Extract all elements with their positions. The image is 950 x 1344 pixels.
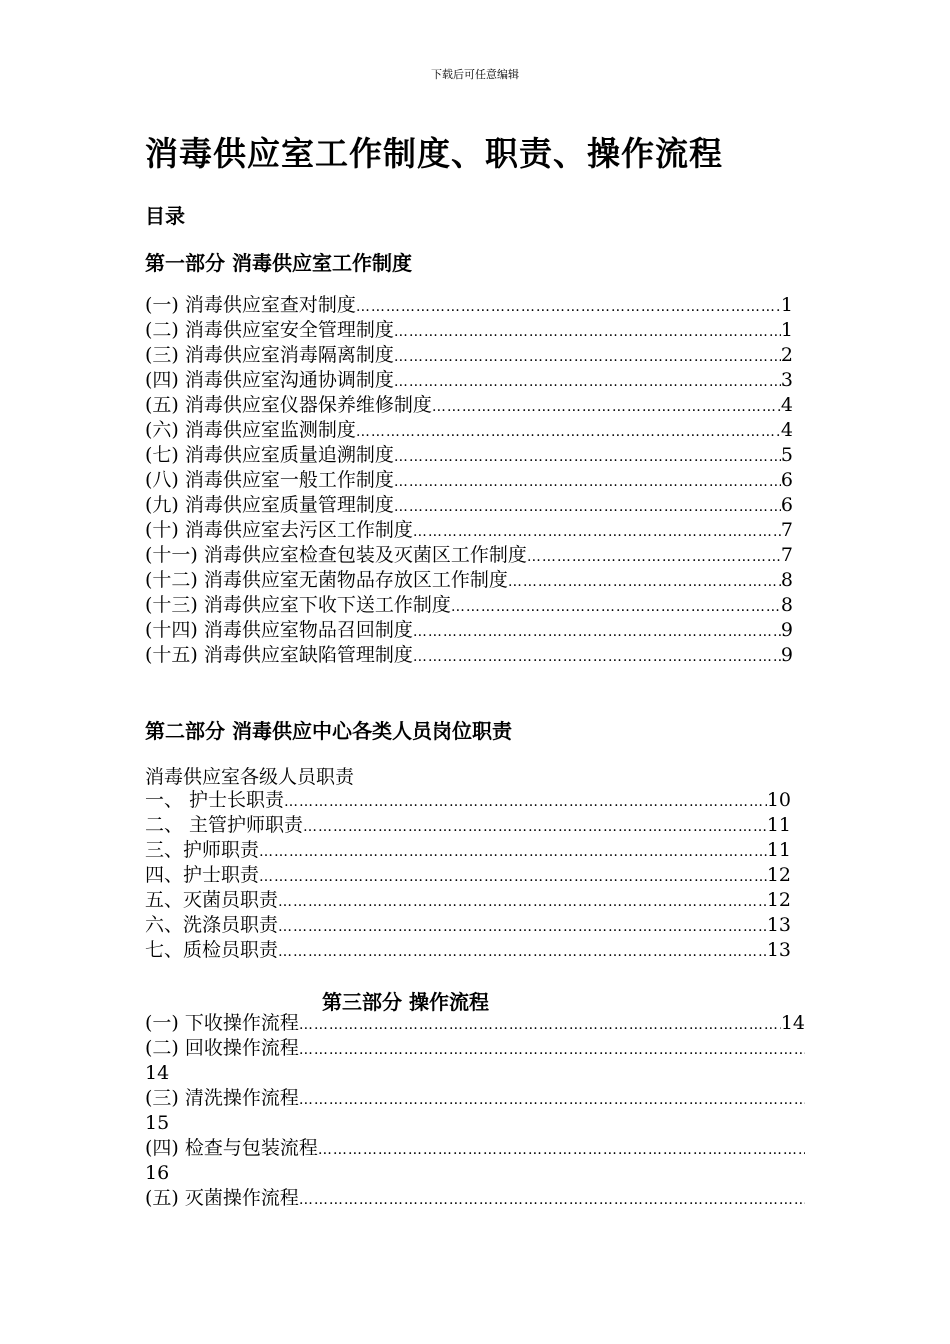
toc-entry-label: (十三) 消毒供应室下收下送工作制度 xyxy=(145,594,451,616)
toc-entry xyxy=(145,618,793,643)
toc-entry-label: 二、 主管护师职责 xyxy=(145,814,304,836)
toc-leader-dots xyxy=(278,890,767,915)
toc-leader-dots xyxy=(278,940,767,965)
toc-entry-page: 7 xyxy=(780,544,793,566)
toc-entry-label: (十二) 消毒供应室无菌物品存放区工作制度 xyxy=(145,569,508,591)
toc-entry xyxy=(145,343,793,368)
toc-entry-label: 六、洗涤员职责 xyxy=(145,914,279,936)
header-note: 下载后可任意编辑 xyxy=(431,68,519,81)
toc-entry-page: 1 xyxy=(780,294,793,316)
toc-entry-page-line xyxy=(145,1061,805,1086)
toc-entry xyxy=(145,863,791,888)
toc-leader-dots xyxy=(299,1088,805,1113)
toc-entry xyxy=(145,643,793,668)
toc-entry-label: (一) 下收操作流程 xyxy=(145,1012,299,1034)
toc-entry-label: (五) 灭菌操作流程 xyxy=(145,1187,299,1209)
toc-heading: 目录 xyxy=(145,204,185,228)
toc-entry-label: (五) 消毒供应室仪器保养维修制度 xyxy=(145,394,432,416)
toc-entry xyxy=(145,788,791,813)
toc-entry xyxy=(145,1011,805,1036)
toc-entry-page: 14 xyxy=(780,1012,805,1034)
toc-entry-label: 一、 护士长职责 xyxy=(145,789,285,811)
toc-entry xyxy=(145,913,791,938)
toc-entry xyxy=(145,443,793,468)
toc-entry xyxy=(145,393,793,418)
toc-entry-page: 12 xyxy=(766,864,791,886)
toc-entry xyxy=(145,318,793,343)
toc-entry xyxy=(145,838,791,863)
toc-entry-page: 9 xyxy=(780,619,793,641)
toc-entry-page: 13 xyxy=(766,939,791,961)
part2-subheading: 消毒供应室各级人员职责 xyxy=(145,766,355,788)
toc-leader-dots xyxy=(413,620,781,645)
toc-entry xyxy=(145,518,793,543)
toc-entry-page: 13 xyxy=(766,914,791,936)
toc-leader-dots xyxy=(451,595,781,620)
toc-entry xyxy=(145,938,791,963)
toc-entry-page: 3 xyxy=(780,369,793,391)
toc-entry-page: 8 xyxy=(780,594,793,616)
toc-entry-page: 11 xyxy=(766,814,791,836)
toc-entry-page: 11 xyxy=(766,839,791,861)
toc-entry-label: 五、灭菌员职责 xyxy=(145,889,279,911)
toc-leader-dots xyxy=(259,840,767,865)
toc-entry xyxy=(145,368,793,393)
toc-entry xyxy=(145,493,793,518)
toc-leader-dots xyxy=(299,1188,805,1213)
toc-entry xyxy=(145,1036,805,1061)
part1-heading: 第一部分 消毒供应室工作制度 xyxy=(145,251,412,275)
toc-entry-page-line xyxy=(145,1111,805,1136)
toc-entry-label: (八) 消毒供应室一般工作制度 xyxy=(145,469,394,491)
toc-leader-dots xyxy=(394,370,781,395)
toc-entry-label: (十五) 消毒供应室缺陷管理制度 xyxy=(145,644,413,666)
toc-entry xyxy=(145,593,793,618)
toc-entry-page: 2 xyxy=(780,344,793,366)
toc-entry-page: 6 xyxy=(780,494,793,516)
toc-entry-label: (十) 消毒供应室去污区工作制度 xyxy=(145,519,413,541)
toc-leader-dots xyxy=(394,445,781,470)
toc-entry xyxy=(145,418,793,443)
toc-entry xyxy=(145,568,793,593)
toc-leader-dots xyxy=(318,1138,805,1163)
toc-entry-label: (九) 消毒供应室质量管理制度 xyxy=(145,494,394,516)
toc-entry-page: 15 xyxy=(145,1112,170,1134)
toc-entry-page: 10 xyxy=(766,789,791,811)
part3-heading: 第三部分 操作流程 xyxy=(322,990,489,1014)
part1-toc xyxy=(145,293,793,668)
toc-entry-label: (二) 消毒供应室安全管理制度 xyxy=(145,319,394,341)
document-title: 消毒供应室工作制度、职责、操作流程 xyxy=(145,134,723,173)
part3-toc xyxy=(145,1011,805,1211)
toc-leader-dots xyxy=(432,395,781,420)
toc-leader-dots xyxy=(284,790,767,815)
toc-entry-page: 7 xyxy=(780,519,793,541)
toc-leader-dots xyxy=(278,915,767,940)
toc-entry-page: 12 xyxy=(766,889,791,911)
toc-entry-label: (十四) 消毒供应室物品召回制度 xyxy=(145,619,413,641)
toc-leader-dots xyxy=(394,320,781,345)
toc-leader-dots xyxy=(259,865,767,890)
toc-entry-label: (十一) 消毒供应室检查包装及灭菌区工作制度 xyxy=(145,544,527,566)
toc-leader-dots xyxy=(394,495,781,520)
toc-entry xyxy=(145,468,793,493)
toc-entry-page: 5 xyxy=(780,444,793,466)
toc-leader-dots xyxy=(356,420,781,445)
toc-entry xyxy=(145,1186,805,1211)
part2-heading: 第二部分 消毒供应中心各类人员岗位职责 xyxy=(145,719,512,743)
toc-entry-label: (六) 消毒供应室监测制度 xyxy=(145,419,356,441)
toc-entry-label: (四) 消毒供应室沟通协调制度 xyxy=(145,369,394,391)
toc-leader-dots xyxy=(303,815,767,840)
toc-entry-label: (三) 清洗操作流程 xyxy=(145,1087,299,1109)
toc-leader-dots xyxy=(413,645,781,670)
toc-entry-label: (四) 检查与包装流程 xyxy=(145,1137,318,1159)
toc-leader-dots xyxy=(413,520,781,545)
toc-entry xyxy=(145,293,793,318)
toc-entry-page: 16 xyxy=(145,1162,170,1184)
toc-entry-page: 14 xyxy=(145,1062,170,1084)
toc-entry xyxy=(145,1086,805,1111)
toc-entry xyxy=(145,888,791,913)
toc-entry-label: (三) 消毒供应室消毒隔离制度 xyxy=(145,344,394,366)
toc-entry-page: 6 xyxy=(780,469,793,491)
toc-entry-label: (一) 消毒供应室查对制度 xyxy=(145,294,356,316)
toc-leader-dots xyxy=(356,295,781,320)
toc-leader-dots xyxy=(394,345,781,370)
toc-entry xyxy=(145,813,791,838)
part2-toc xyxy=(145,788,791,963)
toc-leader-dots xyxy=(508,570,781,595)
toc-entry-label: 七、质检员职责 xyxy=(145,939,279,961)
toc-entry-page: 4 xyxy=(780,419,793,441)
toc-entry-page-line xyxy=(145,1161,805,1186)
toc-leader-dots xyxy=(527,545,781,570)
toc-leader-dots xyxy=(394,470,781,495)
toc-entry xyxy=(145,1136,805,1161)
toc-entry-label: 三、护师职责 xyxy=(145,839,260,861)
toc-entry-label: 四、护士职责 xyxy=(145,864,260,886)
toc-entry-page: 8 xyxy=(780,569,793,591)
toc-entry xyxy=(145,543,793,568)
toc-entry-label: (七) 消毒供应室质量追溯制度 xyxy=(145,444,394,466)
toc-entry-page: 1 xyxy=(780,319,793,341)
toc-entry-page: 4 xyxy=(780,394,793,416)
toc-entry-page: 9 xyxy=(780,644,793,666)
toc-leader-dots xyxy=(299,1038,805,1063)
toc-leader-dots xyxy=(299,1013,781,1038)
toc-entry-label: (二) 回收操作流程 xyxy=(145,1037,299,1059)
